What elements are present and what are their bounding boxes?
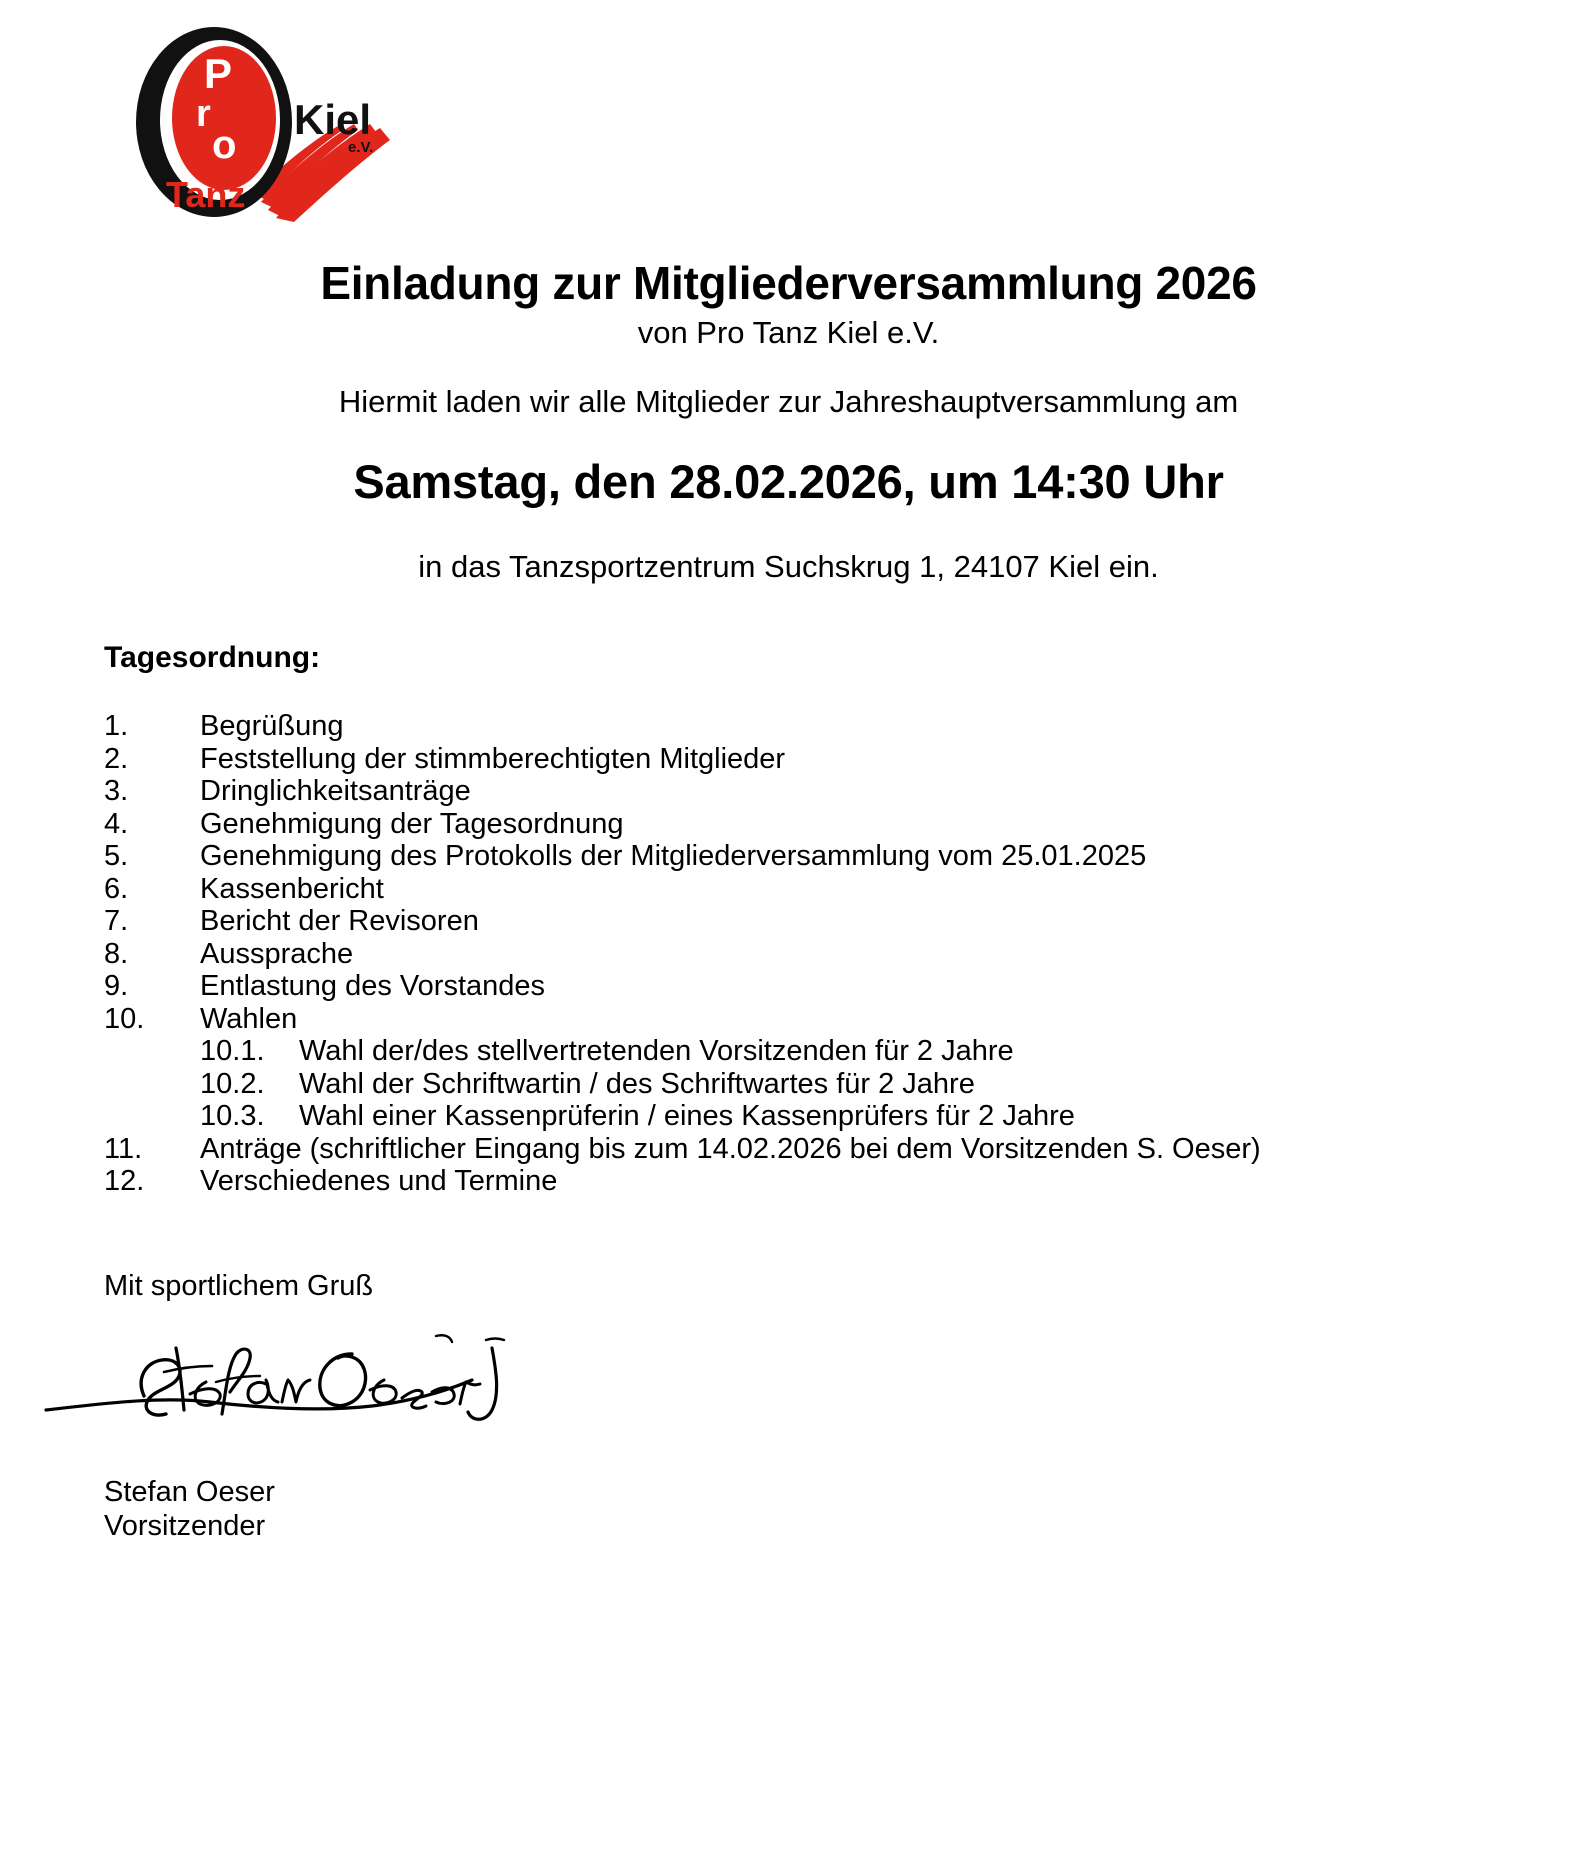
agenda-item-number: 10.1. [200, 1035, 265, 1067]
agenda-item [104, 1003, 1454, 1036]
agenda-item [104, 775, 1454, 808]
logo-text-ev: e.V. [348, 139, 374, 156]
logo-text-tanz: Tanz [166, 174, 246, 215]
agenda-item [104, 1165, 1454, 1198]
signature-strokes [40, 1318, 520, 1448]
agenda-item [104, 808, 1454, 841]
svg-text:r: r [196, 93, 211, 135]
agenda-item-number: 12. [104, 1165, 145, 1197]
agenda-item-label: Wahl einer Kassenprüferin / eines Kassenprüfers für 2 Jahre [299, 1100, 1075, 1132]
invitation-intro-text: Hiermit laden wir alle Mitglieder zur Jahreshauptversammlung am [338, 384, 1239, 419]
logo-graphic [108, 22, 448, 222]
agenda-list [104, 710, 1454, 1198]
agenda-item-label: Genehmigung der Tagesordnung [200, 807, 624, 840]
agenda-item-label: Aussprache [200, 937, 354, 970]
agenda-item-number: 1. [104, 710, 129, 742]
agenda-item-number: 3. [104, 775, 129, 807]
agenda-item-label: Wahlen [200, 1002, 298, 1035]
page-title: Einladung zur Mitgliederversammlung 2026 [320, 257, 1257, 309]
agenda-item-label: Genehmigung des Protokolls der Mitgliederversammlung vom 25.01.2025 [200, 840, 1147, 872]
agenda-heading: Tagesordnung: [104, 641, 321, 674]
page-subtitle: von Pro Tanz Kiel e.V. [637, 315, 940, 350]
agenda-item-label: Dringlichkeitsanträge [200, 775, 471, 807]
agenda-item-label: Feststellung der stimmberechtigten Mitglieder [200, 742, 786, 775]
agenda-item-number: 2. [104, 742, 129, 775]
agenda-item-label: Wahl der/des stellvertretenden Vorsitzenden für 2 Jahre [299, 1035, 1014, 1067]
agenda-sub-item [104, 1100, 1454, 1133]
agenda-item-number: 10.2. [200, 1067, 265, 1100]
agenda-item-number: 11. [104, 1132, 143, 1165]
agenda-item-number: 6. [104, 872, 129, 905]
agenda-item-label: Entlastung des Vorstandes [200, 970, 546, 1002]
agenda-item [104, 970, 1454, 1003]
agenda-item-label: Wahl der Schriftwartin / des Schriftwartes für 2 Jahre [299, 1067, 975, 1100]
agenda-item-number: 5. [104, 840, 129, 872]
meeting-venue: in das Tanzsportzentrum Suchskrug 1, 24107 Kiel ein. [418, 549, 1159, 584]
agenda-item-label: Begrüßung [200, 710, 344, 742]
signature-image [40, 1318, 520, 1448]
agenda-item [104, 905, 1454, 938]
agenda-item-number: 8. [104, 937, 129, 970]
agenda-item [104, 938, 1454, 971]
closing-salutation: Mit sportlichem Gruß [104, 1270, 374, 1302]
agenda-item-label: Anträge (schriftlicher Eingang bis zum 14.02.2026 bei dem Vorsitzenden S. Oeser) [200, 1132, 1261, 1165]
agenda-item-label: Kassenbericht [200, 872, 384, 905]
svg-text:o: o [212, 123, 237, 167]
agenda-item-label: Verschiedenes und Termine [200, 1165, 558, 1197]
agenda-item [104, 710, 1454, 743]
agenda-sub-item [104, 1035, 1454, 1068]
signer-name: Stefan Oeser [104, 1476, 275, 1508]
signer-role: Vorsitzender [104, 1510, 266, 1542]
agenda-item-number: 7. [104, 905, 129, 937]
agenda-item-label: Bericht der Revisoren [200, 905, 479, 937]
agenda-item [104, 743, 1454, 776]
agenda-sub-item [104, 1068, 1454, 1101]
agenda-item-number: 9. [104, 970, 129, 1002]
agenda-item [104, 873, 1454, 906]
agenda-item [104, 840, 1454, 873]
meeting-datetime: Samstag, den 28.02.2026, um 14:30 Uhr [353, 455, 1224, 508]
agenda-item-number: 10. [104, 1002, 145, 1035]
logo-text-pro: P [204, 50, 233, 97]
pro-tanz-kiel-logo [108, 22, 448, 222]
agenda-item-number: 4. [104, 807, 129, 840]
agenda-item-number: 10.3. [200, 1100, 265, 1132]
logo-text-kiel: Kiel [294, 96, 372, 143]
agenda-item [104, 1133, 1454, 1166]
